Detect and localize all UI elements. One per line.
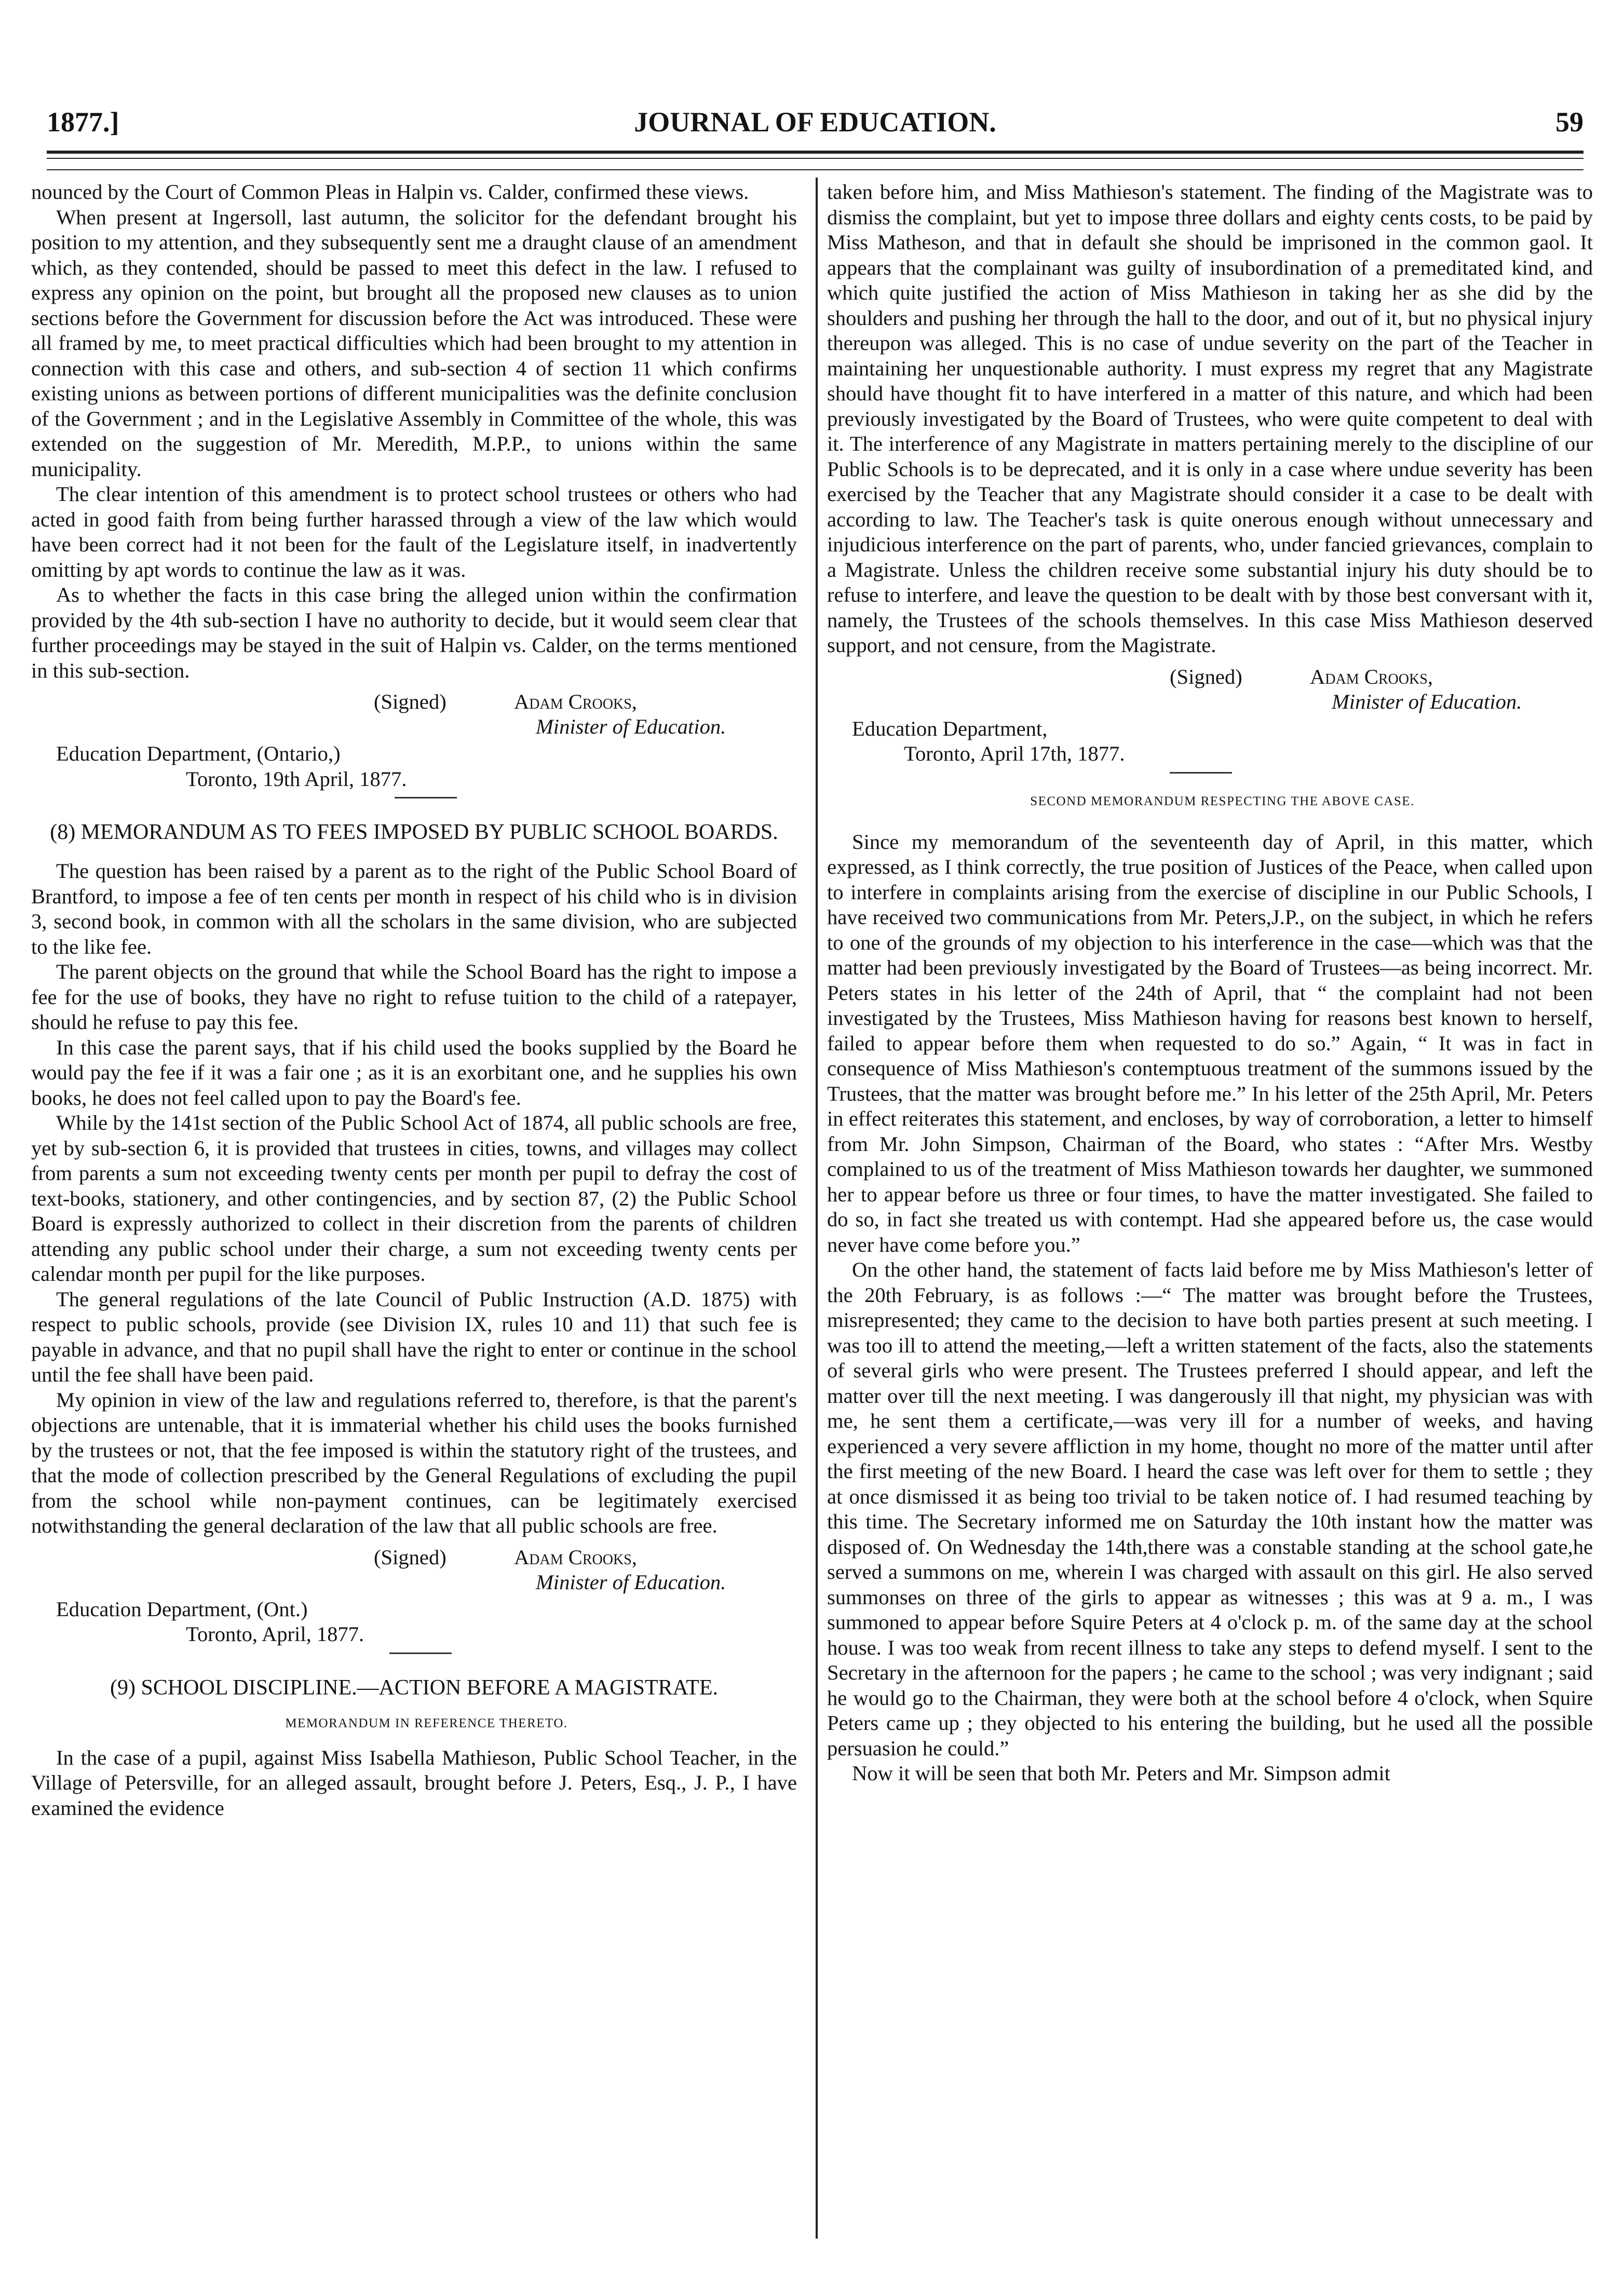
paragraph: In the case of a pupil, against Miss Isabella Mathieson, Public School Teacher, in the Village of Petersville, for an alleged assault, brought before J. Peters, Esq., J. P., I have examined the evidence <box>31 1745 797 1820</box>
signature-block <box>827 665 1593 716</box>
section-subheading: MEMORANDUM IN REFERENCE THERETO. <box>285 1716 568 1730</box>
paragraph: The parent objects on the ground that while the School Board has the right to impose a fee for the use of books, they have no right to refuse tuition to the child of a ratepayer, should he refuse to pay this fee. <box>31 960 797 1034</box>
date-line: Toronto, April, 1877. <box>186 1622 364 1646</box>
signer-role: Minister of Education. <box>1332 689 1522 713</box>
page-header <box>47 96 1584 148</box>
date-line: Toronto, April 17th, 1877. <box>904 742 1125 765</box>
department-line: Education Department, (Ontario,) <box>56 742 341 765</box>
paragraph: The clear intention of this amendment is to protect school trustees or others who had acted in good faith from being further harassed through a view of the law which would have been correct had it not been for the fault of the Legislature itself, in inadvertently omitting by apt words to continue the law as it was. <box>31 482 797 581</box>
signer-role: Minister of Education. <box>536 715 726 738</box>
paragraph: The general regulations of the late Council of Public Instruction (A.D. 1875) with respect to public schools, provide (see Division IX, rules 10 and 11) that such fee is payable in advance, and that no pupil shall have the right to enter or continue in the school until the fee shall have been paid. <box>31 1287 797 1386</box>
left-column <box>31 180 797 1821</box>
header-rule-thick <box>47 151 1584 154</box>
date-line: Toronto, 19th April, 1877. <box>186 767 407 791</box>
page-number: 59 <box>1555 106 1584 138</box>
department-line: Education Department, (Ont.) <box>56 1597 308 1621</box>
signer-role: Minister of Education. <box>536 1570 726 1594</box>
separator-rule <box>395 797 457 798</box>
paragraph: On the other hand, the statement of facts laid before me by Miss Mathieson's letter of the 20th February, is as follows :—“ The matter was brought before the Trustees, misrepresented; they came to the decision to have both parties present at such meeting. I was too ill to attend the meeting,—left a written statement of the facts, also the statements of several girls who were present. The Trustees preferred I should appear, and left the matter over till the next meeting. I was dangerously ill that night, my physician was with me, he sent them a certificate,—was very ill for a number of weeks, and having experienced a very severe affliction in my home, thought no more of the matter until after the first meeting of the new Board. I heard the case was left over for them to settle ; they at once dismissed it as being too trivial to be taken notice of. I had resumed teaching by this time. The Secretary informed me on Saturday the 10th instant how the matter was disposed of. On Wednesday the 14th,there was a constable standing at the school gate,he served a summons on me, wherein I was charged with assault on this girl. He also served summonses on three of the girls to appear as witnesses ; this was at 9 a. m., I was summoned to appear before Squire Peters at 4 o'clock p. m. of the same day at the school house. I was too weak from recent illness to take any steps to defend myself. I sent to the Secretary in the afternoon for the papers ; he came to the school ; was very indignant ; said he would go to the Chairman, they were both at the school before 4 o'clock, when Squire Peters came up ; they objected to his entering the building, but he used all the possible persuasion he could.” <box>827 1258 1593 1760</box>
signed-label: (Signed) <box>374 690 446 713</box>
paragraph: nounced by the Court of Common Pleas in Halpin vs. Calder, confirmed these views. <box>31 180 749 204</box>
signer-name: Adam Crooks, <box>514 690 637 713</box>
paragraph: My opinion in view of the law and regulations referred to, therefore, is that the parent's objections are untenable, that it is immaterial whether his child uses the books furnished by the trustees or not, that the fee imposed is within the statutory right of the trustees, and that the mode of collection prescribed by the General Regulations of excluding the pupil from the school while non-payment continues, can be legitimately exercised notwithstanding the general declaration of the law that all public schools are free. <box>31 1388 797 1537</box>
paragraph: taken before him, and Miss Mathieson's statement. The finding of the Magistrate was to dismiss the complaint, but yet to impose three dollars and eighty cents costs, to be paid by Miss Matheson, and that in default she should be imprisoned in the common gaol. It appears that the complainant was guilty of insubordination of a premeditated kind, and which quite justified the action of Miss Mathieson in taking her as she did by the shoulders and pushing her through the hall to the door, and out of it, but no physical injury thereupon was alleged. This is no case of undue severity on the part of the Teacher in maintaining her unquestionable authority. I must express my regret that any Magistrate should have thought fit to have interfered in a matter of this nature, and which had been previously investigated by the Board of Trustees, who were quite competent to deal with it. The interference of any Magistrate in matters pertaining merely to the discipline of our Public Schools is to be deprecated, and it is only in a case where undue severity has been exercised by the Teacher that any Magistrate should consider it a case to be dealt with according to law. The Teacher's task is quite onerous enough without unnecessary and injudicious interference on the part of parents, who, under fancied grievances, complain to a Magistrate. Unless the children receive some substantial injury his duty should be to refuse to interfere, and leave the question to be dealt with by those best conversant with it, namely, the Trustees of the schools themselves. In this case Miss Mathieson deserved support, and not censure, from the Magistrate. <box>827 180 1593 657</box>
header-rule-thin <box>47 158 1584 159</box>
paragraph: In this case the parent says, that if his child used the books supplied by the Board he would pay the fee if it was a fair one ; as it is an exorbitant one, and he supplies his own books, he does not feel called upon to pay the Board's fee. <box>31 1035 797 1109</box>
header-rule-lower <box>47 169 1584 170</box>
header-year: 1877.] <box>47 106 119 138</box>
column-divider <box>816 178 818 2239</box>
section-subheading: SECOND MEMORANDUM RESPECTING THE ABOVE CASE. <box>1030 794 1415 808</box>
department-line: Education Department, <box>852 716 1048 740</box>
right-column <box>827 180 1593 1786</box>
paragraph: The question has been raised by a parent as to the right of the Public School Board of Brantford, to impose a fee of ten cents per month in respect of his child who is in division 3, second book, in common with all the scholars in the same division, who are subjected to the like fee. <box>31 859 797 958</box>
paragraph: While by the 141st section of the Public School Act of 1874, all public schools are free, yet by sub-section 6, it is provided that trustees in cities, towns, and villages may collect from parents a sum not exceeding twenty cents per month per pupil to defray the cost of text-books, stationery, and other contingencies, and by section 87, (2) the Public School Board is expressly authorized to collect in their discretion from the parents of children attending any public school under their charge, a sum not exceeding twenty cents per calendar month per pupil for the like purposes. <box>31 1111 797 1285</box>
separator-rule <box>1170 772 1232 774</box>
signed-label: (Signed) <box>1170 665 1242 688</box>
signed-label: (Signed) <box>374 1545 446 1569</box>
signature-block <box>31 689 797 741</box>
section-heading: (8) MEMORANDUM AS TO FEES IMPOSED BY PUBLIC SCHOOL BOARDS. <box>50 820 778 844</box>
paragraph: Now it will be seen that both Mr. Peters and Mr. Simpson admit <box>852 1762 1390 1785</box>
signer-name: Adam Crooks, <box>514 1545 637 1569</box>
signature-block <box>31 1545 797 1597</box>
journal-title: JOURNAL OF EDUCATION. <box>634 106 996 138</box>
section-heading: (9) SCHOOL DISCIPLINE.—ACTION BEFORE A MAGISTRATE. <box>110 1675 718 1700</box>
paragraph: As to whether the facts in this case bring the alleged union within the confirmation provided by the 4th sub-section I have no authority to decide, but it would seem clear that further proceedings may be stayed in the suit of Halpin vs. Calder, on the terms mentioned in this sub-section. <box>31 583 797 682</box>
paragraph: When present at Ingersoll, last autumn, the solicitor for the defendant brought his position to my attention, and they subsequently sent me a draught clause of an amendment which, as they contended, should be passed to meet this defect in the law. I refused to express any opinion on the point, but brought all the proposed new clauses as to union sections before the Government for discussion before the Act was introduced. These were all framed by me, to meet practical difficulties which had been brought to my attention in connection with this case and others, and sub-section 4 of section 11 which confirms existing unions as between portions of different municipalities was the definite conclusion of the Government ; and in the Legislative Assembly in Committee of the whole, this was extended on the suggestion of Mr. Meredith, M.P.P., to unions within the same municipality. <box>31 205 797 481</box>
signer-name: Adam Crooks, <box>1310 665 1433 688</box>
paragraph: Since my memorandum of the seventeenth day of April, in this matter, which expressed, as I think correctly, the true position of Justices of the Peace, when called upon to interfere in complaints arising from the exercise of discipline in our Public Schools, I have received two communications from Mr. Peters,J.P., on the subject, in which he refers to one of the grounds of my objection to his interference in the case—which was that the matter had been previously investigated by the Board of Trustees—as being incorrect. Mr. Peters states in his letter of the 24th of April, that “ the complaint had not been investigated by the Trustees, Miss Mathieson having for reasons best known to herself, failed to appear before them when requested to do so.” Again, “ It was in fact in consequence of Miss Mathieson's contemptuous treatment of the summons issued by the Trustees, that the matter was brought before me.” In his letter of the 25th April, Mr. Peters in effect reiterates this statement, and encloses, by way of corroboration, a letter to himself from Mr. John Simpson, Chairman of the Board, who states : “After Mrs. Westby complained to us of the treatment of Miss Mathieson towards her daughter, we summoned her to appear before us three or four times, to have the matter investigated. She failed to do so, in fact she treated us with contempt. Had she appeared before us, the case would never have come before you.” <box>827 830 1593 1256</box>
separator-rule <box>389 1652 452 1654</box>
